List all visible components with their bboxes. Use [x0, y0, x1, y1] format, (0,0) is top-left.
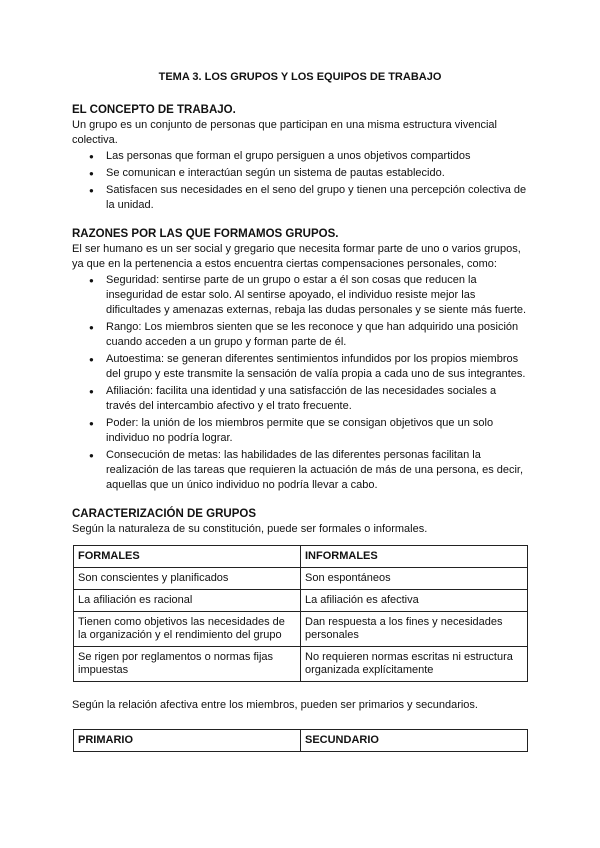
- table-cell: La afiliación es afectiva: [301, 590, 528, 612]
- list-item: ● Consecución de metas: las habilidades de las diferentes personas facilitan la realización de las tareas que requieren la actuación de más de una persona, es decir, aquellas que un único individuo no podría llevar a cabo.: [106, 448, 528, 493]
- bullet-list: [72, 149, 528, 213]
- table-header-cell: FORMALES: [74, 546, 301, 568]
- section-heading: RAZONES POR LAS QUE FORMAMOS GRUPOS.: [72, 228, 339, 240]
- table-header-cell: INFORMALES: [301, 546, 528, 568]
- table-cell: Son conscientes y planificados: [74, 568, 301, 590]
- list-item: ● Afiliación: facilita una identidad y una satisfacción de las necesidades sociales a través del intercambio afectivo y el trato frecuente.: [106, 384, 528, 414]
- table-row: [74, 612, 528, 647]
- list-item: ● Seguridad: sentirse parte de un grupo o estar a él son cosas que reducen la inseguridad de estar solo. Al sentirse apoyado, el individuo resiste mejor las dificultades y amenazas externas, rebaja las dudas personales y se siente más fuerte.: [106, 273, 528, 318]
- section-heading: CARACTERIZACIÓN DE GRUPOS: [72, 508, 257, 520]
- section-concepto: [72, 103, 528, 213]
- relation-intro: Según la relación afectiva entre los miembros, pueden ser primarios y secundarios.: [72, 699, 478, 711]
- section-intro: Un grupo es un conjunto de personas que participan en una misma estructura vivencial colectiva.: [72, 119, 497, 146]
- table-cell: La afiliación es racional: [74, 590, 301, 612]
- table-header-cell: SECUNDARIO: [301, 730, 528, 752]
- table-cell: No requieren normas escritas ni estructura organizada explícitamente: [301, 647, 528, 682]
- table-cell: Dan respuesta a los fines y necesidades personales: [301, 612, 528, 647]
- table-row: [74, 590, 528, 612]
- table-header-row: [74, 546, 528, 568]
- table-cell: Tienen como objetivos las necesidades de la organización y el rendimiento del grupo: [74, 612, 301, 647]
- list-item: ● Satisfacen sus necesidades en el seno del grupo y tienen una percepción colectiva de la unidad.: [106, 183, 528, 213]
- bullet-list: [72, 273, 528, 493]
- table-cell: Se rigen por reglamentos o normas fijas impuestas: [74, 647, 301, 682]
- table-row: [74, 647, 528, 682]
- list-item: ● Poder: la unión de los miembros permite que se consigan objetivos que un solo individuo no podría lograr.: [106, 416, 528, 446]
- section-razones: [72, 227, 528, 493]
- table-cell: Son espontáneos: [301, 568, 528, 590]
- list-item: ● Autoestima: se generan diferentes sentimientos infundidos por los propios miembros del grupo y este transmite la sensación de valía propia a cada uno de sus integrantes.: [106, 352, 528, 382]
- list-item: ● Las personas que forman el grupo persiguen a unos objetivos compartidos: [106, 149, 528, 164]
- section-intro: El ser humano es un ser social y gregario que necesita formar parte de uno o varios grupos, ya que en la pertenencia a estos encuentra ciertas compensaciones personales, como:: [72, 243, 521, 270]
- document-page: [72, 70, 528, 752]
- table-header-row: [74, 730, 528, 752]
- formal-informal-table: [73, 545, 528, 682]
- table-header-cell: PRIMARIO: [74, 730, 301, 752]
- section-heading: EL CONCEPTO DE TRABAJO.: [72, 104, 236, 116]
- primario-secundario-table: [73, 729, 528, 752]
- list-item: ● Rango: Los miembros sienten que se les reconoce y que han adquirido una posición cuando acceden a un grupo y forman parte de él.: [106, 320, 528, 350]
- table-row: [74, 568, 528, 590]
- section-intro: Según la naturaleza de su constitución, puede ser formales o informales.: [72, 523, 428, 535]
- list-item: ● Se comunican e interactúan según un sistema de pautas establecido.: [106, 166, 528, 181]
- section-caracterizacion: [72, 507, 528, 537]
- document-title: TEMA 3. LOS GRUPOS Y LOS EQUIPOS DE TRABAJO: [158, 71, 442, 83]
